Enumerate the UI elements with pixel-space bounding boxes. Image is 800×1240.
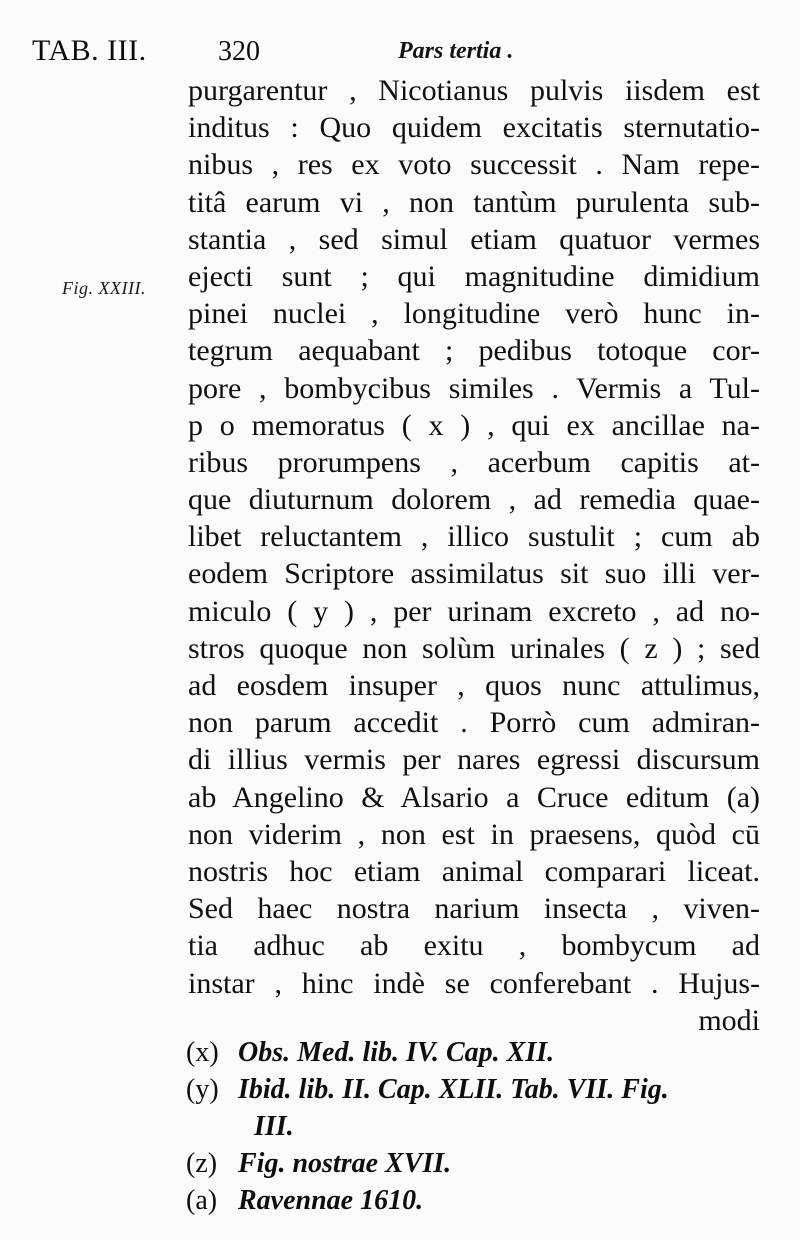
text-line: eodem Scriptore assimilatus sit suo illi ver- bbox=[188, 557, 760, 591]
text-line: tia adhuc ab exitu , bombycum ad bbox=[188, 929, 760, 963]
text-line: ad eosdem insuper , quos nunc attulimus, bbox=[188, 669, 760, 702]
text-line: ribus prorumpens , acerbum capitis at- bbox=[188, 445, 760, 479]
catchword: modi bbox=[698, 1003, 760, 1037]
footnote-z bbox=[186, 1145, 762, 1182]
footnote-text: Obs. Med. lib. IV. Cap. XII. bbox=[238, 1037, 555, 1068]
text-line: inditus : Quo quidem excitatis sternutatio- bbox=[188, 111, 760, 145]
text-line: ejecti sunt ; qui magnitudine dimidium bbox=[188, 259, 760, 293]
text-line: titâ earum vi , non tantùm purulenta sub- bbox=[188, 185, 760, 219]
text-line: purgarentur , Nicotianus pulvis iisdem est bbox=[188, 74, 760, 107]
text-line: nostris hoc etiam animal comparari liceat. bbox=[188, 854, 760, 888]
footnotes bbox=[186, 1034, 762, 1219]
footnote-mark: (x) bbox=[186, 1037, 219, 1068]
page-header bbox=[0, 30, 800, 70]
text-line: p o memoratus ( x ) , qui ex ancillae na- bbox=[188, 408, 760, 442]
text-line: non parum accedit . Porrò cum admiran- bbox=[188, 706, 760, 740]
show-through-left bbox=[29, 775, 181, 798]
text-line: non viderim , non est in praesens, quòd cū bbox=[188, 817, 760, 851]
text-line: libet reluctantem , illico sustulit ; cum ab bbox=[188, 520, 760, 554]
footnote-text: Fig. nostrae XVII. bbox=[238, 1148, 452, 1179]
text-line: stantia , sed simul etiam quatuor vermes bbox=[188, 222, 760, 256]
body-text bbox=[188, 72, 760, 1039]
footnote-mark: (z) bbox=[186, 1148, 218, 1179]
footnote-text: Ibid. lib. II. Cap. XLII. Tab. VII. Fig. bbox=[238, 1074, 669, 1105]
text-line: tegrum aequabant ; pedibus totoque cor- bbox=[188, 334, 760, 368]
running-head: Pars tertia . bbox=[398, 38, 514, 64]
text-line: stros quoque non solùm urinales ( z ) ; sed bbox=[188, 631, 760, 665]
footnote-y bbox=[186, 1071, 762, 1108]
plate-label: TAB. III. bbox=[32, 34, 147, 67]
footnote-a bbox=[186, 1182, 762, 1219]
footnote-x bbox=[186, 1034, 762, 1071]
text-line: pore , bombycibus similes . Vermis a Tul- bbox=[188, 371, 760, 405]
text-line: di illius vermis per nares egressi discursum bbox=[188, 743, 760, 777]
text-line: pinei nuclei , longitudine verò hunc in- bbox=[188, 297, 760, 331]
text-line: miculo ( y ) , per urinam excreto , ad no- bbox=[188, 594, 760, 628]
text-line: Sed haec nostra narium insecta , viven- bbox=[188, 892, 760, 926]
footnote-continuation: III. bbox=[254, 1111, 294, 1142]
text-line: que diuturnum dolorem , ad remedia quae- bbox=[188, 483, 760, 517]
footnote-mark: (y) bbox=[186, 1074, 219, 1105]
text-line: ab Angelino & Alsario a Cruce editum (a) bbox=[188, 780, 760, 814]
text-line: nibus , res ex voto successit . Nam repe- bbox=[188, 148, 760, 182]
footnote-mark: (a) bbox=[186, 1185, 218, 1216]
margin-figure-reference: Fig. XXIII. bbox=[62, 278, 146, 298]
page-number: 320 bbox=[218, 36, 260, 67]
text-line: instar , hinc indè se conferebant . Hujus- bbox=[188, 966, 760, 1000]
footnote-text: Ravennae 1610. bbox=[238, 1185, 424, 1216]
